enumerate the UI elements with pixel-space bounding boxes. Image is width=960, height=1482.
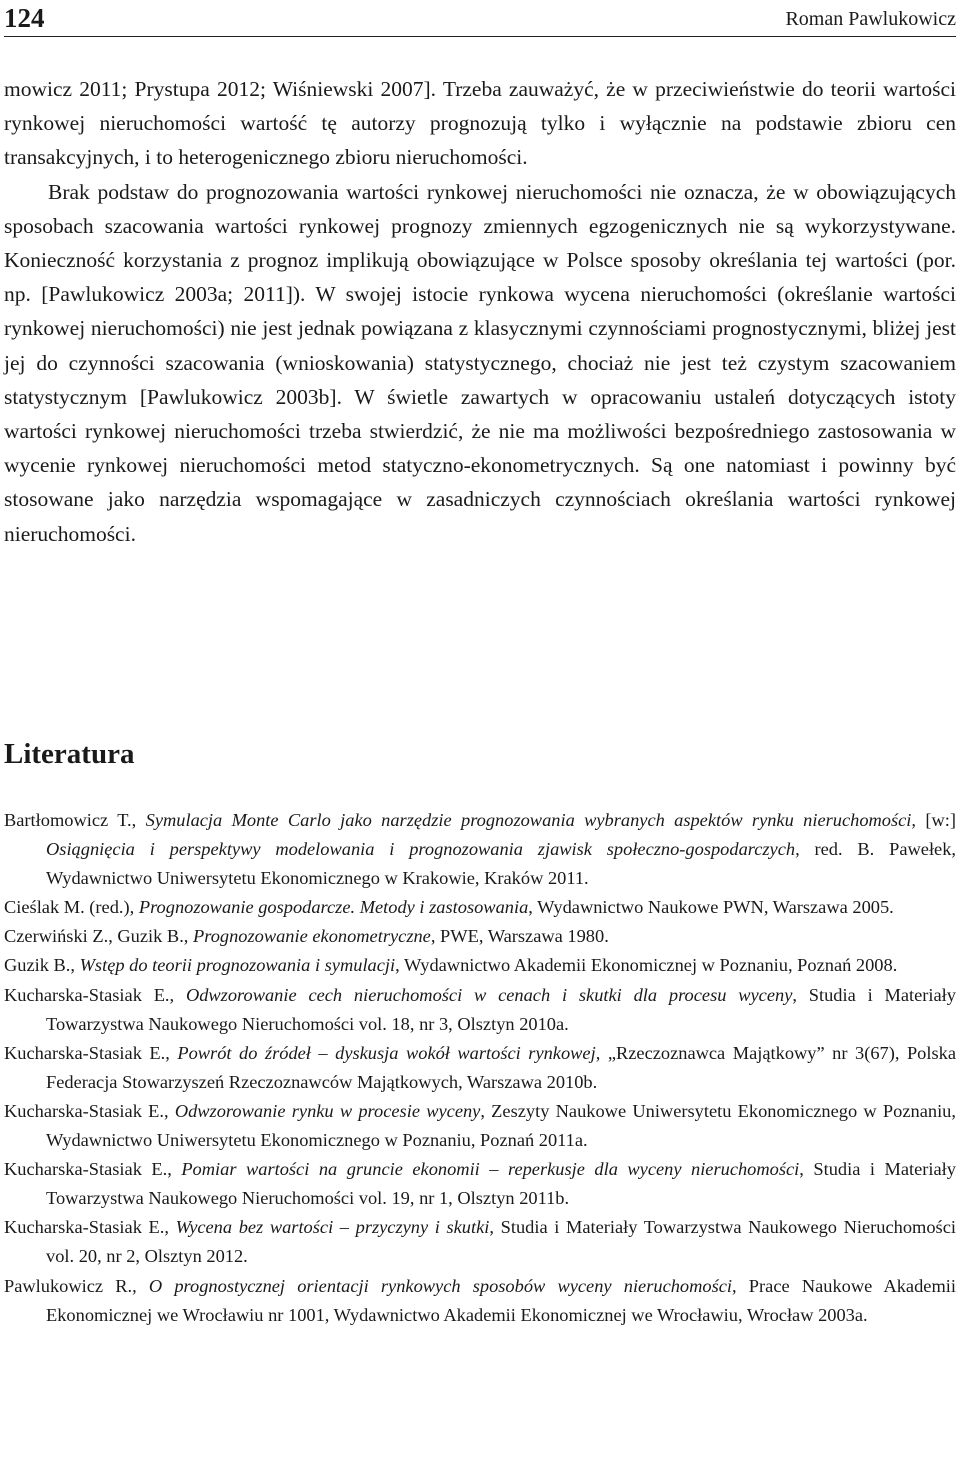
body-text <box>4 72 956 551</box>
reference-title: Pomiar wartości na gruncie ekonomii – reperkusje dla wyceny nieruchomości <box>181 1159 800 1180</box>
reference-title: O prognostycznej orientacji rynkowych sposobów wyceny nieruchomości <box>148 1275 733 1296</box>
reference-author: Guzik B. <box>4 955 71 976</box>
reference-author: Cieślak M. (red.) <box>4 897 130 918</box>
reference-details: , Wydawnictwo Naukowe PWN, Warszawa 2005. <box>528 897 894 918</box>
reference-list <box>4 806 956 1330</box>
reference-title: Odwzorowanie rynku w procesie wyceny <box>174 1100 481 1121</box>
running-head-author: Roman Pawlukowicz <box>785 8 956 30</box>
reference-details: , Wydawnictwo Akademii Ekonomicznej w Poznaniu, Poznań 2008. <box>395 955 898 976</box>
reference-item: Cieślak M. (red.), Prognozowanie gospodarcze. Metody i zastosowania, Wydawnictwo Naukowe PWN, Warszawa 2005. <box>4 897 894 918</box>
reference-details: , PWE, Warszawa 1980. <box>430 926 609 947</box>
reference-item: Kucharska-Stasiak E., Pomiar wartości na gruncie ekonomii – reperkusje dla wyceny nieruchomości, Studia i Materiały Towarzystwa Naukowego Nieruchomości vol. 19, nr 1, Olsztyn 2011b. <box>4 1159 956 1209</box>
reference-title: Wycena bez wartości – przyczyny i skutki <box>175 1217 490 1238</box>
reference-details: , Studia i Materiały Towarzystwa Naukowego Nieruchomości vol. 19, nr 1, Olsztyn 2011b. <box>46 1159 956 1209</box>
reference-title: Symulacja Monte Carlo jako narzędzie prognozowania wybranych aspektów rynku nieruchomości, <box>145 810 917 830</box>
reference-title: Prognozowanie ekonometryczne <box>193 926 431 947</box>
reference-item: Bartłomowicz T., Symulacja Monte Carlo jako narzędzie prognozowania wybranych aspektów rynku nieruchomości, [w:] Osiągnięcia i perspektywy modelowania i prognozowania zjawisk społeczno-gospodarczych, red. B. Pawełek, Wydawnictwo Uniwersytetu Ekonomicznego w Krakowie, Kraków 2011. <box>4 810 957 889</box>
reference-details: , Zeszyty Naukowe Uniwersytetu Ekonomicznego w Poznaniu, Wydawnictwo Uniwersytetu Ekonomicznego w Poznaniu, Poznań 2011a. <box>46 1100 956 1151</box>
page-number: 124 <box>4 3 45 33</box>
reference-item: Guzik B., Wstęp do teorii prognozowania i symulacji, Wydawnictwo Akademii Ekonomicznej w Poznaniu, Poznań 2008. <box>4 955 898 976</box>
literature-heading: Literatura <box>4 738 135 770</box>
reference-author: Kucharska-Stasiak E. <box>4 1159 168 1180</box>
reference-author: Pawlukowicz R. <box>4 1275 133 1296</box>
paragraph: Brak podstaw do prognozowania wartości rynkowej nieruchomości nie oznacza, że w obowiązujących sposobach szacowania wartości rynkowej prognozy zmiennych egzogenicznych nie są wykorzystywane. Konieczność korzystania z prognoz implikują obowiązujące w Polsce sposoby określania tej wartości (por. np. [Pawlukowicz 2003a; 2011]). W swojej istocie rynkowa wycena nieruchomości (określanie wartości rynkowej nieruchomości) nie jest jednak powiązana z klasycznymi czynnościami prognostycznymi, bliżej jest jej do czynności szacowania (wnioskowania) statystycznego, chociaż nie jest też czystym szacowaniem statystycznym [Pawlukowicz 2003b]. W świetle zawartych w opracowaniu ustaleń dotyczących istoty wartości rynkowej nieruchomości trzeba stwierdzić, że nie ma możliwości bezpośredniego zastosowania w wycenie rynkowej nieruchomości metod statyczno-ekonometrycznych. Są one natomiast i powinny być stosowane jako narzędzia wspomagające w zasadniczych czynnościach określania wartości rynkowej nieruchomości. <box>4 179 956 546</box>
reference-author: Kucharska-Stasiak E. <box>4 1217 165 1238</box>
reference-item: Czerwiński Z., Guzik B., Prognozowanie ekonometryczne, PWE, Warszawa 1980. <box>4 926 609 947</box>
reference-author: Kucharska-Stasiak E. <box>4 984 170 1005</box>
page-header <box>4 2 956 37</box>
reference-item: Kucharska-Stasiak E., Wycena bez wartości – przyczyny i skutki, Studia i Materiały Towarzystwa Naukowego Nieruchomości vol. 20, nr 2, Olsztyn 2012. <box>4 1217 956 1267</box>
reference-title: Powrót do źródeł – dyskusja wokół wartości rynkowej <box>177 1042 596 1063</box>
reference-author: Czerwiński Z., Guzik B. <box>4 926 184 947</box>
reference-author: Bartłomowicz T. <box>4 810 132 830</box>
reference-item: Kucharska-Stasiak E., Odwzorowanie rynku w procesie wyceny, Zeszyty Naukowe Uniwersytetu Ekonomicznego w Poznaniu, Wydawnictwo Uniwersytetu Ekonomicznego w Poznaniu, Poznań 2011a. <box>4 1100 956 1151</box>
reference-title: Wstęp do teorii prognozowania i symulacji <box>79 955 396 976</box>
reference-author: Kucharska-Stasiak E. <box>4 1100 164 1121</box>
reference-item: Kucharska-Stasiak E., Powrót do źródeł – dyskusja wokół wartości rynkowej, „Rzeczoznawca Majątkowy” nr 3(67), Polska Federacja Stowarzyszeń Rzeczoznawców Majątkowych, Warszawa 2010b. <box>4 1042 956 1092</box>
reference-details: , „Rzeczoznawca Majątkowy” nr 3(67), Polska Federacja Stowarzyszeń Rzeczoznawców Majątkowych, Warszawa 2010b. <box>46 1042 956 1092</box>
reference-details: red. B. Pawełek, Wydawnictwo Uniwersytetu Ekonomicznego w Krakowie, Kraków 2011. <box>46 839 957 889</box>
reference-item: Kucharska-Stasiak E., Odwzorowanie cech nieruchomości w cenach i skutki dla procesu wyceny, Studia i Materiały Towarzystwa Naukowego Nieruchomości vol. 18, nr 3, Olsztyn 2010a. <box>4 984 956 1034</box>
reference-details: , Studia i Materiały Towarzystwa Naukowego Nieruchomości vol. 18, nr 3, Olsztyn 2010a. <box>46 984 956 1034</box>
reference-title: Odwzorowanie cech nieruchomości w cenach i skutki dla procesu wyceny <box>185 984 793 1005</box>
reference-details: , Studia i Materiały Towarzystwa Naukowego Nieruchomości vol. 20, nr 2, Olsztyn 2012. <box>46 1217 956 1267</box>
reference-title: Prognozowanie gospodarcze. Metody i zastosowania <box>138 897 529 918</box>
reference-author: Kucharska-Stasiak E. <box>4 1042 166 1063</box>
reference-title: Osiągnięcia i perspektywy modelowania i prognozowania zjawisk społeczno-gospodarczych, <box>46 839 800 860</box>
paragraph-continued: mowicz 2011; Prystupa 2012; Wiśniewski 2007]. Trzeba zauważyć, że w przeciwieństwie do teorii wartości rynkowej nieruchomości wartość tę autorzy prognozują tylko i wyłącznie na podstawie zbioru cen transakcyjnych, i to heterogenicznego zbioru nieruchomości. <box>4 77 956 170</box>
reference-details: , Prace Naukowe Akademii Ekonomicznej we Wrocławiu nr 1001, Wydawnictwo Akademii Ekonomicznej we Wrocławiu, Wrocław 2003a. <box>46 1275 956 1325</box>
reference-item: Pawlukowicz R., O prognostycznej orientacji rynkowych sposobów wyceny nieruchomości, Prace Naukowe Akademii Ekonomicznej we Wrocławiu nr 1001, Wydawnictwo Akademii Ekonomicznej we Wrocławiu, Wrocław 2003a. <box>4 1275 956 1325</box>
